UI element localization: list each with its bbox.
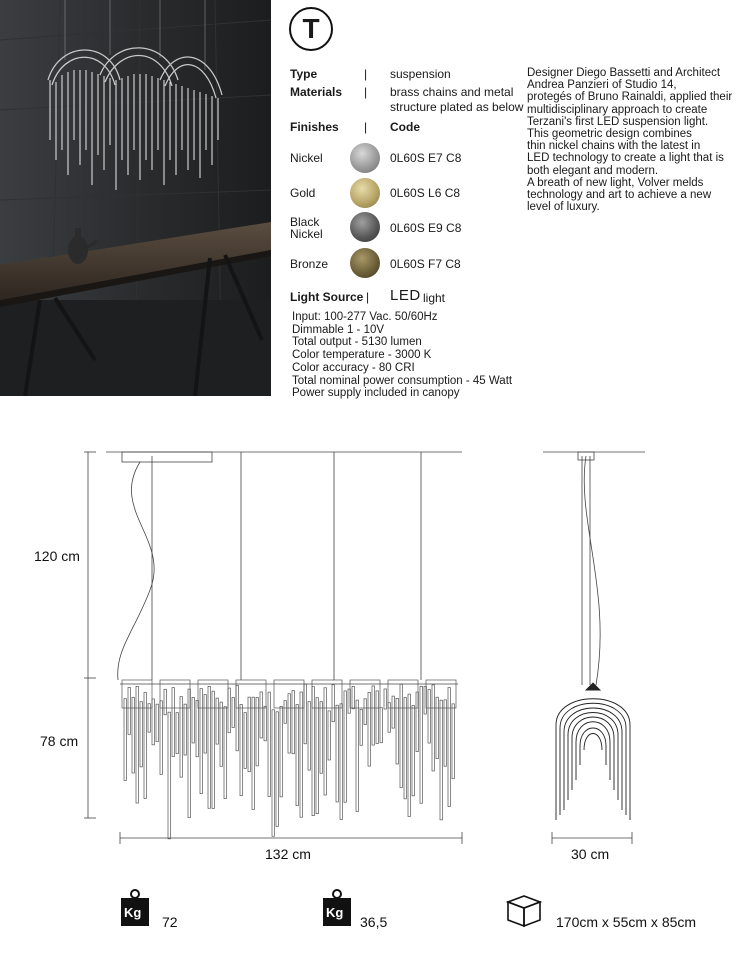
chain-drop bbox=[388, 703, 390, 732]
package-box-icon bbox=[504, 892, 544, 933]
brand-logo-letter: T bbox=[302, 13, 320, 44]
brand-logo bbox=[289, 7, 333, 51]
finish-code-bronze: 0L60S F7 C8 bbox=[390, 257, 461, 271]
light-source-separator: | bbox=[366, 290, 370, 304]
chain-drop bbox=[316, 698, 318, 814]
chain-drop bbox=[276, 712, 278, 827]
chain-drop bbox=[404, 698, 406, 799]
chain-drop bbox=[280, 706, 282, 796]
finish-name-black-nickel-line1: Black bbox=[290, 215, 320, 229]
finishes-separator: | bbox=[364, 120, 368, 134]
finishes-label: Finishes bbox=[290, 120, 339, 134]
dimension-depth: 30 cm bbox=[571, 846, 610, 862]
code-label: Code bbox=[390, 120, 420, 134]
chain-drop bbox=[168, 712, 170, 839]
description-line: level of luxury. bbox=[527, 201, 600, 214]
description-line: multidisciplinary approach to create bbox=[527, 103, 708, 116]
electrical-line: Color accuracy - 80 CRI bbox=[292, 361, 415, 374]
chain-drop bbox=[252, 697, 254, 809]
finish-swatch-gold bbox=[350, 178, 380, 208]
chain-drop bbox=[368, 692, 370, 766]
chain-drop bbox=[284, 701, 286, 724]
chain-drop bbox=[184, 704, 186, 755]
chain-drop bbox=[444, 700, 446, 766]
electrical-line: Input: 100-277 Vac. 50/60Hz bbox=[292, 311, 438, 323]
chain-drop bbox=[132, 697, 134, 773]
description-line: protegés of Bruno Rainaldi, applied their bbox=[527, 91, 733, 104]
chain-drop bbox=[192, 697, 194, 743]
chain-drop bbox=[344, 691, 346, 802]
finish-name-black-nickel-line2: Nickel bbox=[290, 227, 323, 241]
chain-drop bbox=[300, 692, 302, 817]
materials-label: Materials bbox=[290, 85, 343, 99]
chain-drop bbox=[288, 694, 290, 753]
chain-drop bbox=[352, 686, 354, 708]
chain-drop bbox=[156, 704, 158, 741]
chain-drop bbox=[320, 702, 322, 774]
light-source-label: Light Source bbox=[290, 290, 364, 304]
description-line: Terzani's first LED suspension light. bbox=[527, 115, 709, 128]
chain-drop bbox=[188, 689, 190, 817]
electrical-line: Total output - 5130 lumen bbox=[292, 336, 422, 349]
dimension-height-cable: 120 cm bbox=[34, 548, 80, 564]
chain-drop bbox=[176, 713, 178, 754]
finish-code-gold: 0L60S L6 C8 bbox=[390, 186, 461, 200]
chain-drop bbox=[204, 695, 206, 754]
chain-drop bbox=[384, 689, 386, 709]
description-line: This geometric design combines bbox=[527, 128, 692, 141]
chain-drop bbox=[232, 698, 234, 728]
type-value: suspension bbox=[390, 67, 451, 81]
gross-weight-value: 36,5 bbox=[360, 914, 388, 930]
electrical-specs bbox=[292, 311, 512, 400]
chain-drop bbox=[228, 688, 230, 733]
chain-drop bbox=[332, 685, 334, 722]
light-text: light bbox=[423, 291, 446, 305]
finish-swatch-bronze bbox=[350, 248, 380, 278]
description-line: both elegant and modern. bbox=[527, 164, 659, 177]
type-label: Type bbox=[290, 67, 318, 81]
chain-drop bbox=[172, 688, 174, 757]
finish-name-gold: Gold bbox=[290, 186, 316, 200]
chain-drop bbox=[308, 702, 310, 771]
chain-drop bbox=[152, 699, 154, 745]
materials-value-line2: structure plated as below bbox=[390, 100, 524, 114]
chain-drop bbox=[260, 692, 262, 738]
dimension-width: 132 cm bbox=[265, 846, 311, 862]
chain-drop bbox=[220, 702, 222, 766]
chain-drop bbox=[432, 685, 434, 771]
led-logo-text: LED bbox=[390, 287, 421, 304]
net-weight-value: 72 bbox=[162, 914, 178, 930]
chain-drop bbox=[324, 688, 326, 795]
chain-drop bbox=[336, 705, 338, 802]
chain-drop bbox=[436, 697, 438, 758]
chain-drop bbox=[136, 686, 138, 803]
chain-drop bbox=[452, 704, 454, 779]
description-line: A breath of new light, Volver melds bbox=[527, 176, 704, 189]
chain-drop bbox=[400, 684, 402, 787]
chain-drop bbox=[408, 694, 410, 816]
gross-weight-icon-label: Kg bbox=[326, 905, 344, 920]
electrical-line: Total nominal power consumption - 45 Watt bbox=[292, 374, 513, 387]
type-separator: | bbox=[364, 67, 368, 81]
finish-code-black-nickel: 0L60S E9 C8 bbox=[390, 221, 462, 235]
chain-drop bbox=[140, 702, 142, 767]
chain-drop bbox=[216, 698, 218, 744]
chain-drop bbox=[208, 686, 210, 808]
chain-drop bbox=[124, 699, 126, 781]
description-line: Designer Diego Bassetti and Architect bbox=[527, 67, 721, 79]
chain-drop bbox=[272, 710, 274, 837]
chain-drop bbox=[236, 685, 238, 750]
dimension-height-body: 78 cm bbox=[40, 733, 79, 749]
finish-swatch-black-nickel bbox=[350, 212, 380, 242]
chain-drop bbox=[304, 684, 306, 744]
chain-drop bbox=[240, 704, 242, 795]
chain-drop bbox=[164, 689, 166, 715]
finish-name-nickel: Nickel bbox=[290, 151, 323, 165]
electrical-line: Color temperature - 3000 K bbox=[292, 349, 432, 362]
chain-drop bbox=[376, 691, 378, 744]
product-photo bbox=[0, 0, 271, 396]
chain-drop bbox=[268, 692, 270, 796]
materials-value-line1: brass chains and metal bbox=[390, 85, 514, 99]
chain-drop bbox=[412, 706, 414, 796]
chain-drop bbox=[360, 709, 362, 745]
finish-name-bronze: Bronze bbox=[290, 257, 329, 271]
product-description bbox=[527, 67, 747, 213]
chain-drop bbox=[372, 686, 374, 745]
chain-drop bbox=[364, 699, 366, 725]
chain-drop bbox=[428, 690, 430, 743]
chain-drop bbox=[296, 705, 298, 806]
chain-drop bbox=[264, 706, 266, 741]
description-line: thin nickel chains with the latest in bbox=[527, 140, 701, 153]
electrical-line: Dimmable 1 - 10V bbox=[292, 323, 385, 336]
finish-swatch-nickel bbox=[350, 143, 380, 173]
chain-drop bbox=[128, 687, 130, 734]
chain-drop bbox=[212, 691, 214, 808]
chain-drop bbox=[392, 696, 394, 728]
chain-drop bbox=[448, 688, 450, 807]
chain-drop bbox=[160, 701, 162, 775]
chain-drop bbox=[224, 707, 226, 799]
description-line: technology and art to achieve a new bbox=[527, 189, 712, 202]
chain-drop bbox=[312, 687, 314, 816]
chain-drop bbox=[328, 711, 330, 760]
net-weight-icon-label: Kg bbox=[124, 905, 142, 920]
chain-drop bbox=[356, 700, 358, 811]
package-size: 170cm x 55cm x 85cm bbox=[556, 914, 697, 930]
description-line: Andrea Panzieri of Studio 14, bbox=[527, 79, 677, 92]
chain-drop bbox=[196, 700, 198, 756]
finish-code-nickel: 0L60S E7 C8 bbox=[390, 151, 462, 165]
electrical-line: Power supply included in canopy bbox=[292, 387, 460, 400]
chain-drop bbox=[420, 686, 422, 803]
chain-drop bbox=[340, 704, 342, 820]
chain-drop bbox=[440, 700, 442, 820]
chain-drop bbox=[380, 708, 382, 743]
chain-drop bbox=[244, 713, 246, 769]
chain-drop bbox=[144, 693, 146, 799]
chain-drop bbox=[200, 689, 202, 794]
materials-separator: | bbox=[364, 85, 368, 99]
technical-drawing bbox=[0, 430, 750, 855]
description-line: LED technology to create a light that is bbox=[527, 152, 724, 165]
chain-drop bbox=[292, 690, 294, 753]
chain-drop bbox=[180, 697, 182, 778]
